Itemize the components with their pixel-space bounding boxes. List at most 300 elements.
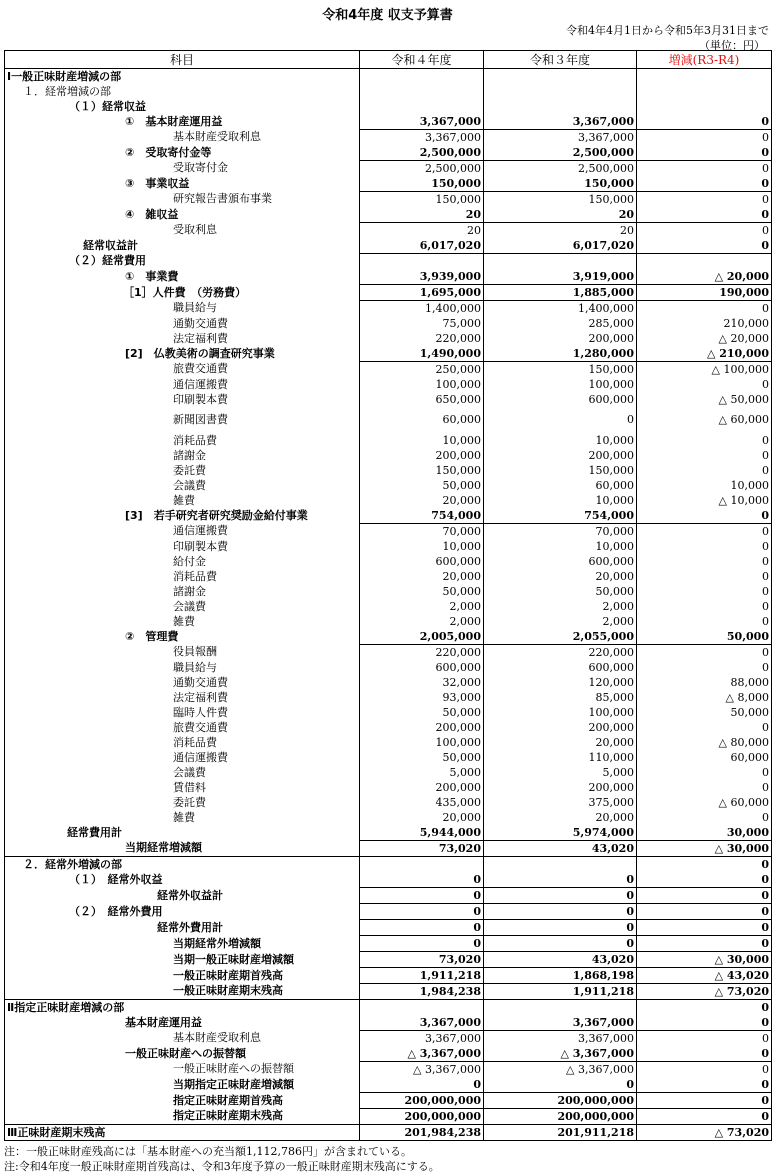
table-row: [5, 176, 772, 192]
amount-r3: 110,000: [484, 750, 637, 765]
amount-r3: 200,000,000: [484, 1093, 637, 1109]
amount-r3: [484, 99, 637, 114]
row-label: 一般正味財産への振替額: [5, 1062, 360, 1078]
table-row: [5, 952, 772, 968]
row-label: 経常費用計: [5, 825, 360, 841]
fiscal-period: 令和4年4月1日から令和5年3月31日まで: [566, 24, 769, 37]
table-row: [5, 69, 772, 85]
row-label: 経常収益計: [5, 238, 360, 254]
amount-r4: 220,000: [360, 645, 484, 661]
amount-diff: 50,000: [637, 629, 772, 645]
amount-diff: 0: [637, 584, 772, 599]
table-row: [5, 539, 772, 554]
row-label: 指定正味財産期首残高: [5, 1093, 360, 1109]
row-label: 通信運搬費: [5, 524, 360, 540]
table-row: [5, 584, 772, 599]
table-row: [5, 569, 772, 584]
table-row: [5, 1046, 772, 1062]
row-label: 会議費: [5, 765, 360, 780]
amount-r4: 250,000: [360, 362, 484, 378]
amount-r4: 220,000: [360, 331, 484, 346]
table-row: [5, 888, 772, 904]
table-row: [5, 114, 772, 130]
amount-r3: 20: [484, 223, 637, 239]
row-label: 諸謝金: [5, 448, 360, 463]
row-label: （２）経常費用: [5, 254, 360, 270]
amount-diff: 0: [637, 1031, 772, 1047]
table-row: [5, 810, 772, 825]
table-row: [5, 238, 772, 254]
amount-r3: 200,000: [484, 448, 637, 463]
amount-r4: 1,695,000: [360, 285, 484, 301]
table-row: [5, 936, 772, 952]
amount-diff: 0: [637, 569, 772, 584]
amount-r3: 2,055,000: [484, 629, 637, 645]
budget-table-body: [5, 69, 772, 1141]
amount-diff: △ 43,020: [637, 968, 772, 984]
amount-diff: 0: [637, 614, 772, 629]
row-label: ② 管理費: [5, 629, 360, 645]
amount-r3: 120,000: [484, 675, 637, 690]
row-label: 賃借料: [5, 780, 360, 795]
amount-r4: 0: [360, 936, 484, 952]
amount-r4: 201,984,238: [360, 1125, 484, 1141]
amount-r4: 3,367,000: [360, 1015, 484, 1031]
table-row: [5, 720, 772, 735]
amount-r3: 6,017,020: [484, 238, 637, 254]
row-label: 経常外費用計: [5, 920, 360, 936]
amount-r4: 2,005,000: [360, 629, 484, 645]
table-row: [5, 614, 772, 629]
amount-r4: 600,000: [360, 554, 484, 569]
amount-r3: 0: [484, 888, 637, 904]
table-row: [5, 1000, 772, 1016]
amount-diff: 0: [637, 810, 772, 825]
table-header-row: [5, 51, 772, 69]
row-label: ③ 事業収益: [5, 176, 360, 192]
amount-r4: 20,000: [360, 569, 484, 584]
table-row: [5, 1093, 772, 1109]
amount-diff: 0: [637, 207, 772, 223]
amount-diff: 0: [637, 192, 772, 208]
amount-diff: 0: [637, 463, 772, 478]
row-label: Ⅲ正味財産期末残高: [5, 1125, 360, 1141]
amount-r3: 0: [484, 407, 637, 433]
table-row: [5, 1077, 772, 1093]
amount-diff: △ 60,000: [637, 795, 772, 810]
amount-r3: 201,911,218: [484, 1125, 637, 1141]
amount-r4: △ 3,367,000: [360, 1046, 484, 1062]
amount-r3: 0: [484, 920, 637, 936]
amount-diff: △ 30,000: [637, 952, 772, 968]
row-label: 研究報告書頒布事業: [5, 192, 360, 208]
note-2: 注:令和4年度一般正味財産期首残高は、令和3年度予算の一般正味財産期末残高にする。: [4, 1160, 440, 1173]
amount-diff: △ 210,000: [637, 346, 772, 362]
table-row: [5, 1109, 772, 1125]
amount-r3: 220,000: [484, 645, 637, 661]
amount-r3: 5,000: [484, 765, 637, 780]
amount-r3: 2,500,000: [484, 145, 637, 161]
amount-r4: [360, 857, 484, 873]
table-row: [5, 599, 772, 614]
amount-r3: 70,000: [484, 524, 637, 540]
row-label: 職員給与: [5, 660, 360, 675]
amount-r3: 5,974,000: [484, 825, 637, 841]
row-label: 消耗品費: [5, 735, 360, 750]
header-item: 科目: [5, 51, 360, 69]
amount-diff: 0: [637, 238, 772, 254]
amount-r3: 150,000: [484, 362, 637, 378]
amount-diff: 0: [637, 1046, 772, 1062]
table-row: [5, 192, 772, 208]
amount-diff: 10,000: [637, 478, 772, 493]
amount-diff: 0: [637, 1015, 772, 1031]
amount-diff: 0: [637, 936, 772, 952]
amount-r3: 375,000: [484, 795, 637, 810]
amount-r4: 150,000: [360, 463, 484, 478]
currency-unit: （単位：円）: [699, 39, 765, 52]
row-label: 旅費交通費: [5, 720, 360, 735]
amount-diff: △ 8,000: [637, 690, 772, 705]
amount-diff: 0: [637, 720, 772, 735]
amount-r3: [484, 254, 637, 270]
table-row: [5, 508, 772, 524]
amount-r3: 100,000: [484, 377, 637, 392]
amount-diff: 0: [637, 1000, 772, 1016]
amount-diff: 0: [637, 114, 772, 130]
row-label: ② 受取寄付金等: [5, 145, 360, 161]
amount-r4: 0: [360, 872, 484, 888]
row-label: ④ 雑収益: [5, 207, 360, 223]
amount-r3: 200,000: [484, 331, 637, 346]
table-row: [5, 346, 772, 362]
table-row: [5, 904, 772, 920]
amount-r4: 20: [360, 207, 484, 223]
amount-diff: 0: [637, 145, 772, 161]
amount-r4: 200,000,000: [360, 1109, 484, 1125]
amount-r3: 0: [484, 936, 637, 952]
amount-r4: 20,000: [360, 493, 484, 508]
amount-diff: △ 100,000: [637, 362, 772, 378]
amount-r4: [360, 69, 484, 85]
table-row: [5, 331, 772, 346]
amount-r4: 200,000,000: [360, 1093, 484, 1109]
amount-r3: 1,885,000: [484, 285, 637, 301]
table-row: [5, 301, 772, 317]
amount-r3: 1,280,000: [484, 346, 637, 362]
header-r3: 令和３年度: [484, 51, 637, 69]
row-label: 通勤交通費: [5, 316, 360, 331]
amount-r3: 3,919,000: [484, 269, 637, 285]
table-row: [5, 145, 772, 161]
amount-r3: 20,000: [484, 569, 637, 584]
row-label: 委託費: [5, 795, 360, 810]
amount-diff: 0: [637, 161, 772, 177]
amount-diff: 0: [637, 1109, 772, 1125]
table-row: [5, 660, 772, 675]
table-row: [5, 463, 772, 478]
amount-r4: 93,000: [360, 690, 484, 705]
amount-r3: [484, 69, 637, 85]
amount-diff: 0: [637, 377, 772, 392]
table-row: [5, 825, 772, 841]
row-label: 一般正味財産への振替額: [5, 1046, 360, 1062]
amount-r4: [360, 1000, 484, 1016]
amount-r4: 3,939,000: [360, 269, 484, 285]
row-label: 基本財産受取利息: [5, 1031, 360, 1047]
amount-diff: 190,000: [637, 285, 772, 301]
row-label: 印刷製本費: [5, 392, 360, 407]
amount-r3: 150,000: [484, 463, 637, 478]
header-diff: 増減(R3-R4): [637, 51, 772, 69]
table-row: [5, 705, 772, 720]
amount-r4: 650,000: [360, 392, 484, 407]
amount-diff: 0: [637, 872, 772, 888]
amount-diff: 50,000: [637, 705, 772, 720]
table-row: [5, 377, 772, 392]
amount-r3: 100,000: [484, 705, 637, 720]
amount-r3: [484, 857, 637, 873]
row-label: 当期経常増減額: [5, 841, 360, 857]
row-label: 当期指定正味財産増減額: [5, 1077, 360, 1093]
amount-r3: 20,000: [484, 735, 637, 750]
amount-diff: [637, 254, 772, 270]
table-row: [5, 629, 772, 645]
amount-r3: 150,000: [484, 192, 637, 208]
table-row: [5, 645, 772, 661]
amount-diff: 0: [637, 508, 772, 524]
amount-r3: 60,000: [484, 478, 637, 493]
amount-r4: 10,000: [360, 539, 484, 554]
amount-diff: △ 20,000: [637, 331, 772, 346]
row-label: Ⅰ一般正味財産増減の部: [5, 69, 360, 85]
table-row: [5, 407, 772, 433]
amount-r4: 0: [360, 1077, 484, 1093]
row-label: 一般正味財産期首残高: [5, 968, 360, 984]
amount-diff: 0: [637, 223, 772, 239]
amount-r4: 73,020: [360, 841, 484, 857]
row-label: [2] 仏教美術の調査研究事業: [5, 346, 360, 362]
amount-r3: 600,000: [484, 660, 637, 675]
table-row: [5, 524, 772, 540]
amount-r4: 50,000: [360, 584, 484, 599]
table-row: [5, 872, 772, 888]
table-row: [5, 84, 772, 99]
amount-diff: 0: [637, 645, 772, 661]
amount-r3: 600,000: [484, 392, 637, 407]
amount-r3: 2,000: [484, 614, 637, 629]
row-label: 諸謝金: [5, 584, 360, 599]
amount-r4: 754,000: [360, 508, 484, 524]
row-label: 受取利息: [5, 223, 360, 239]
row-label: ２．経常外増減の部: [5, 857, 360, 873]
amount-r3: 600,000: [484, 554, 637, 569]
amount-diff: 0: [637, 904, 772, 920]
row-label: 臨時人件費: [5, 705, 360, 720]
amount-r3: 3,367,000: [484, 1031, 637, 1047]
table-row: [5, 780, 772, 795]
document-title: 令和4年度 収支予算書: [322, 8, 453, 23]
amount-diff: 0: [637, 599, 772, 614]
amount-r3: [484, 1000, 637, 1016]
row-label: 消耗品費: [5, 569, 360, 584]
amount-diff: △ 30,000: [637, 841, 772, 857]
amount-diff: △ 73,020: [637, 1125, 772, 1141]
table-row: [5, 984, 772, 1000]
table-row: [5, 1031, 772, 1047]
amount-r4: 0: [360, 888, 484, 904]
amount-r4: 50,000: [360, 478, 484, 493]
row-label: 役員報酬: [5, 645, 360, 661]
table-row: [5, 750, 772, 765]
amount-r4: 20: [360, 223, 484, 239]
row-label: （２） 経常外費用: [5, 904, 360, 920]
amount-r3: 3,367,000: [484, 1015, 637, 1031]
amount-diff: 0: [637, 524, 772, 540]
amount-r4: 5,000: [360, 765, 484, 780]
amount-diff: 0: [637, 301, 772, 317]
amount-r3: 754,000: [484, 508, 637, 524]
amount-r3: 3,367,000: [484, 114, 637, 130]
amount-r3: 2,000: [484, 599, 637, 614]
amount-diff: 0: [637, 433, 772, 448]
row-label: 受取寄付金: [5, 161, 360, 177]
row-label: 一般正味財産期末残高: [5, 984, 360, 1000]
amount-diff: 0: [637, 1062, 772, 1078]
amount-r4: 1,984,238: [360, 984, 484, 1000]
row-label: ① 事業費: [5, 269, 360, 285]
table-row: [5, 795, 772, 810]
amount-r3: 285,000: [484, 316, 637, 331]
amount-r4: 200,000: [360, 780, 484, 795]
row-label: 基本財産運用益: [5, 1015, 360, 1031]
row-label: 旅費交通費: [5, 362, 360, 378]
table-row: [5, 285, 772, 301]
amount-r4: 32,000: [360, 675, 484, 690]
amount-r4: 2,000: [360, 599, 484, 614]
table-row: [5, 207, 772, 223]
row-label: Ⅱ指定正味財産増減の部: [5, 1000, 360, 1016]
amount-r4: 3,367,000: [360, 1031, 484, 1047]
row-label: 通信運搬費: [5, 750, 360, 765]
amount-r4: 200,000: [360, 448, 484, 463]
amount-r4: [360, 99, 484, 114]
amount-diff: 0: [637, 920, 772, 936]
table-row: [5, 675, 772, 690]
amount-r4: 100,000: [360, 377, 484, 392]
amount-r4: 600,000: [360, 660, 484, 675]
table-row: [5, 493, 772, 508]
amount-diff: 0: [637, 130, 772, 146]
amount-r3: 10,000: [484, 433, 637, 448]
row-label: 当期一般正味財産増減額: [5, 952, 360, 968]
amount-r4: 1,400,000: [360, 301, 484, 317]
row-label: 給付金: [5, 554, 360, 569]
row-label: ［1］人件費 （労務費）: [5, 285, 360, 301]
amount-diff: 210,000: [637, 316, 772, 331]
amount-r3: 1,911,218: [484, 984, 637, 1000]
amount-r4: 200,000: [360, 720, 484, 735]
amount-diff: 0: [637, 660, 772, 675]
row-label: 消耗品費: [5, 433, 360, 448]
amount-r3: 200,000,000: [484, 1109, 637, 1125]
row-label: 職員給与: [5, 301, 360, 317]
row-label: 通勤交通費: [5, 675, 360, 690]
amount-r4: [360, 84, 484, 99]
amount-r3: 1,868,198: [484, 968, 637, 984]
amount-r3: 3,367,000: [484, 130, 637, 146]
amount-r4: △ 3,367,000: [360, 1062, 484, 1078]
table-row: [5, 478, 772, 493]
row-label: （１）経常収益: [5, 99, 360, 114]
header-r4: 令和４年度: [360, 51, 484, 69]
amount-r4: 150,000: [360, 176, 484, 192]
amount-r4: 2,000: [360, 614, 484, 629]
row-label: 通信運搬費: [5, 377, 360, 392]
amount-r4: 10,000: [360, 433, 484, 448]
row-label: 基本財産受取利息: [5, 130, 360, 146]
note-1: 注：一般正味財産残高には「基本財産への充当額1,112,786円」が含まれている。: [4, 1145, 412, 1158]
amount-r3: 0: [484, 904, 637, 920]
row-label: 当期経常外増減額: [5, 936, 360, 952]
row-label: 新聞図書費: [5, 407, 360, 433]
amount-r3: 2,500,000: [484, 161, 637, 177]
table-row: [5, 765, 772, 780]
row-label: 雑費: [5, 493, 360, 508]
row-label: 経常外収益計: [5, 888, 360, 904]
amount-diff: 30,000: [637, 825, 772, 841]
amount-r4: 75,000: [360, 316, 484, 331]
amount-r3: 85,000: [484, 690, 637, 705]
amount-diff: [637, 99, 772, 114]
amount-r3: 200,000: [484, 780, 637, 795]
amount-diff: 0: [637, 448, 772, 463]
amount-r3: △ 3,367,000: [484, 1046, 637, 1062]
amount-diff: △ 73,020: [637, 984, 772, 1000]
row-label: 雑費: [5, 614, 360, 629]
amount-diff: △ 20,000: [637, 269, 772, 285]
table-row: [5, 690, 772, 705]
table-row: [5, 857, 772, 873]
amount-r4: 1,490,000: [360, 346, 484, 362]
amount-r4: 6,017,020: [360, 238, 484, 254]
amount-r4: 3,367,000: [360, 130, 484, 146]
amount-r3: 20,000: [484, 810, 637, 825]
table-row: [5, 99, 772, 114]
table-row: [5, 254, 772, 270]
amount-r4: 73,020: [360, 952, 484, 968]
row-label: 会議費: [5, 599, 360, 614]
row-label: 雑費: [5, 810, 360, 825]
table-row: [5, 968, 772, 984]
amount-r4: 5,944,000: [360, 825, 484, 841]
amount-r4: 1,911,218: [360, 968, 484, 984]
table-row: [5, 269, 772, 285]
amount-r4: 150,000: [360, 192, 484, 208]
table-row: [5, 362, 772, 378]
row-label: 法定福利費: [5, 690, 360, 705]
amount-r4: 2,500,000: [360, 161, 484, 177]
amount-r4: 0: [360, 920, 484, 936]
table-row: [5, 433, 772, 448]
amount-diff: 60,000: [637, 750, 772, 765]
row-label: [3] 若手研究者研究奨励金給付事業: [5, 508, 360, 524]
amount-r3: 1,400,000: [484, 301, 637, 317]
amount-diff: 0: [637, 888, 772, 904]
amount-diff: 0: [637, 176, 772, 192]
budget-table: [4, 50, 772, 1141]
amount-r3: 200,000: [484, 720, 637, 735]
